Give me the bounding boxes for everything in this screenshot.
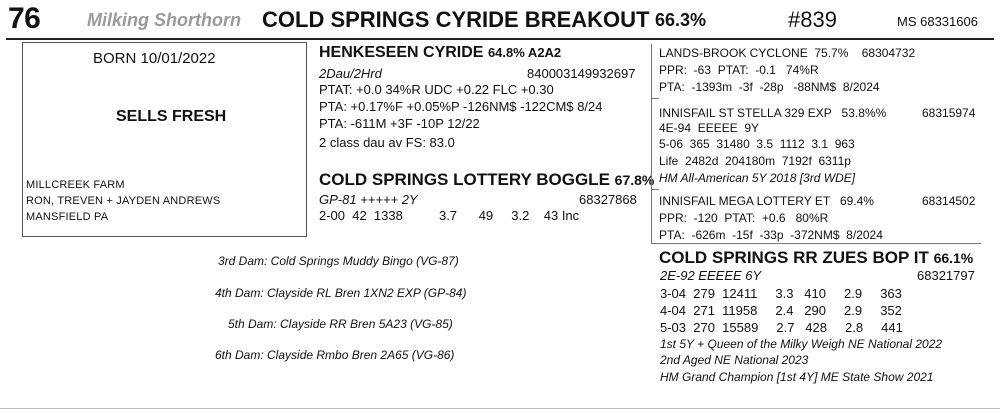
- dam-dam-name: [659, 248, 973, 268]
- dam-sire-registration: 68314502: [922, 194, 976, 208]
- sire-name-text: HENKESEEN CYRIDE: [319, 44, 484, 61]
- pedigree-separator: [651, 243, 981, 244]
- third-dam: 3rd Dam: Cold Springs Muddy Bingo (VG-87): [218, 254, 459, 268]
- sells-status: SELLS FRESH: [116, 108, 227, 125]
- sire-percent: 64.8% A2A2: [487, 45, 562, 60]
- sire-dam-lifetime: Life 2482d 204180m 7192f 6311p: [659, 154, 851, 168]
- owner-location: MANSFIELD PA: [26, 211, 109, 223]
- dam-dam-classification: 2E-92 EEEEE 6Y: [660, 268, 762, 283]
- fourth-dam: 4th Dam: Clayside RL Bren 1XN2 EXP (GP-84): [215, 286, 467, 300]
- dam-record: 2-00 42 1338 3.7 49 3.2 43 Inc: [319, 208, 580, 223]
- dam-classification: GP-81 +++++ 2Y: [319, 192, 418, 207]
- dam-dam-award: 1st 5Y + Queen of the Milky Weigh NE National 2022: [660, 337, 943, 351]
- sire-dam-name: INNISFAIL ST STELLA 329 EXP 53.8%%: [659, 106, 887, 120]
- cow-tag: #839: [788, 7, 837, 32]
- owner-farm: MILLCREEK FARM: [26, 179, 125, 191]
- dam-dam-name-text: COLD SPRINGS RR ZUES BOP IT: [659, 248, 929, 267]
- dam-dam-award: HM Grand Champion [1st 4Y] ME State Show 2021: [660, 370, 934, 384]
- dam-sire-name: INNISFAIL MEGA LOTTERY ET 69.4%: [659, 194, 874, 208]
- fifth-dam: 5th Dam: Clayside RR Bren 5A23 (VG-85): [228, 317, 453, 331]
- dam-dam-award: 2nd Aged NE National 2023: [660, 353, 809, 367]
- pedigree-divider: [651, 44, 652, 244]
- dam-dam-record: 3-04 279 12411 3.3 410 2.9 363: [660, 286, 902, 301]
- dam-sire-ppr: PPR: -120 PTAT: +0.6 80%R: [659, 211, 829, 225]
- dam-name-text: COLD SPRINGS LOTTERY BOGGLE: [319, 170, 610, 189]
- sire-dam-record: 5-06 365 31480 3.5 1112 3.1 963: [659, 137, 855, 151]
- dam-dam-record: 4-04 271 11958 2.4 290 2.9 352: [660, 303, 902, 318]
- dam-dam-registration: 68321797: [917, 268, 975, 283]
- owner-names: RON, TREVEN + JAYDEN ANDREWS: [26, 195, 221, 207]
- sire-name: [319, 44, 561, 62]
- sire-sire-name: LANDS-BROOK CYCLONE 75.7% 68304732: [659, 46, 916, 60]
- dam-percent: 67.8%: [614, 172, 655, 188]
- sire-pta-components: PTA: +0.17%F +0.05%P -126NM$ -122CM$ 8/24: [319, 99, 603, 114]
- breed-label: Milking Shorthorn: [87, 10, 241, 30]
- header-divider: [6, 38, 994, 40]
- sire-sire-pta: PTA: -1393m -3f -28p -88NM$ 8/2024: [659, 80, 880, 94]
- dam-name: [319, 170, 654, 190]
- sire-class-average: 2 class dau av FS: 83.0: [319, 135, 455, 150]
- sire-dam-classification: 4E-94 EEEEE 9Y: [659, 121, 760, 135]
- sire-dam-award: HM All-American 5Y 2018 [3rd WDE]: [659, 171, 856, 185]
- sire-id: 840003149932697: [527, 66, 636, 81]
- pedigree-tick: [651, 98, 659, 99]
- cow-name: COLD SPRINGS CYRIDE BREAKOUT: [262, 7, 650, 32]
- sire-daughters: 2Dau/2Hrd: [319, 66, 382, 81]
- sire-sire-ppr: PPR: -63 PTAT: -0.1 74%R: [659, 63, 819, 77]
- sire-ptat: PTAT: +0.0 34%R UDC +0.22 FLC +0.30: [319, 82, 554, 97]
- dam-sire-pta: PTA: -626m -15f -33p -372NM$ 8/2024: [659, 228, 883, 242]
- sire-pta-yield: PTA: -611M +3F -10P 12/22: [319, 116, 480, 131]
- info-box: [22, 42, 307, 237]
- pedigree-tick: [651, 189, 659, 190]
- birth-date: BORN 10/01/2022: [93, 50, 216, 67]
- dam-registration: 68327868: [579, 192, 637, 207]
- dam-dam-percent: 66.1%: [933, 250, 974, 266]
- lot-number: 76: [8, 2, 41, 35]
- cow-registration: MS 68331606: [897, 14, 978, 29]
- bottom-divider: [0, 408, 1000, 409]
- cow-percent: 66.3%: [655, 10, 707, 30]
- dam-dam-record: 5-03 270 15589 2.7 428 2.8 441: [660, 320, 903, 335]
- sixth-dam: 6th Dam: Clayside Rmbo Bren 2A65 (VG-86): [215, 348, 455, 362]
- sire-dam-registration: 68315974: [922, 106, 976, 120]
